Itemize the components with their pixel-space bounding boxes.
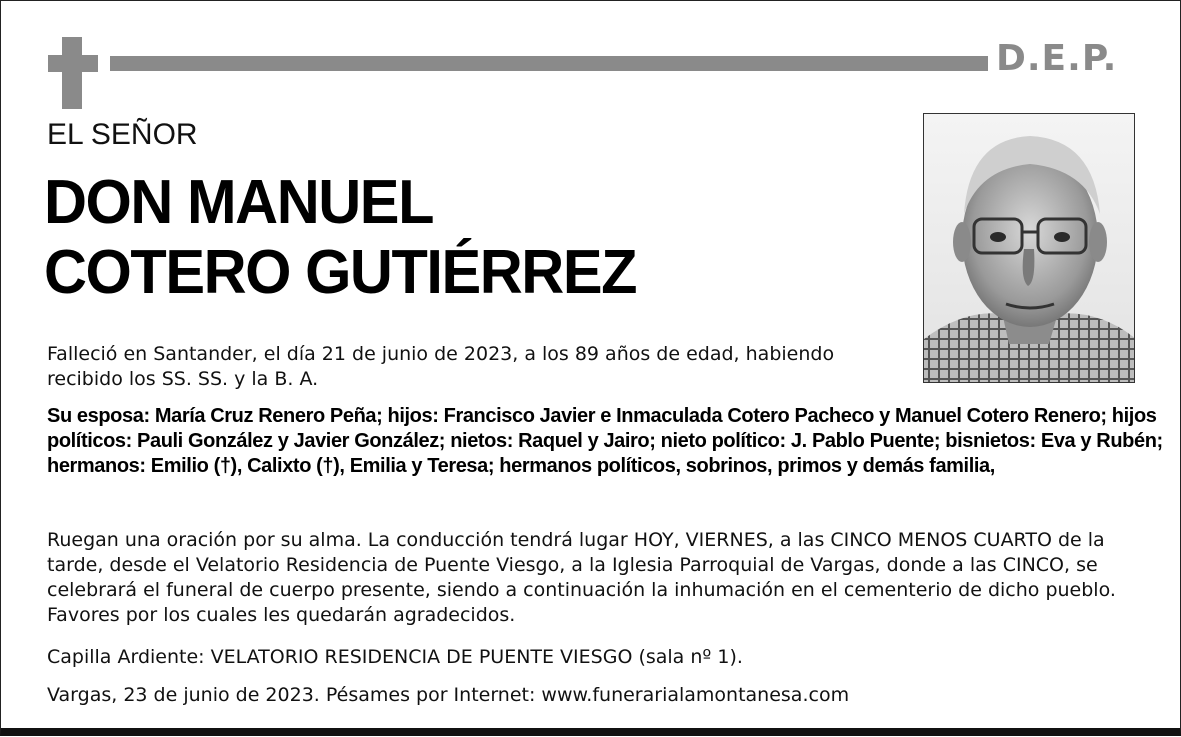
chapel-info: Capilla Ardiente: VELATORIO RESIDENCIA DE PUENTE VIESGO (sala nº 1).	[47, 646, 743, 668]
portrait-photo	[923, 113, 1135, 383]
cross-horizontal-bar	[48, 55, 98, 72]
deceased-name	[44, 168, 661, 308]
dep-heading: D.E.P.	[996, 38, 1118, 79]
footer-info: Vargas, 23 de junio de 2023. Pésames por Internet: www.funerarialamontanesa.com	[47, 684, 850, 706]
ceremony-details: Ruegan una oración por su alma. La conducción tendrá lugar HOY, VIERNES, a las CINCO MENOS CUARTO de la tarde, desde el Velatorio Residencia de Puente Viesgo, a la Iglesia Parroquial de Vargas, donde a las CINCO, se celebrará el funeral de cuerpo presente, siendo a continuación la inhumación en el cementerio de dicho pueblo. Favores por los cuales les quedarán agradecidos.	[47, 529, 1116, 626]
header-rule	[110, 56, 988, 71]
name-line-1: DON MANUEL	[44, 168, 433, 237]
cross-vertical-bar	[62, 37, 82, 109]
portrait-image	[924, 114, 1135, 383]
death-info: Falleció en Santander, el día 21 de junio de 2023, a los 89 años de edad, habiendo recibido los SS. SS. y la B. A.	[47, 343, 835, 390]
name-line-2: COTERO GUTIÉRREZ	[44, 238, 637, 307]
title-prefix: EL SEÑOR	[47, 118, 198, 151]
family-list: Su esposa: María Cruz Renero Peña; hijos: Francisco Javier e Inmaculada Cotero Pacheco y Manuel Cotero Renero; hijos políticos: Pauli González y Javier González; nietos: Raquel y Jairo; nieto político: J. Pablo Puente; bisnietos: Eva y Rubén; hermanos: Emilio (†), Calixto (†), Emilia y Teresa; hermanos políticos, sobrinos, primos y demás familia,	[47, 405, 1163, 477]
